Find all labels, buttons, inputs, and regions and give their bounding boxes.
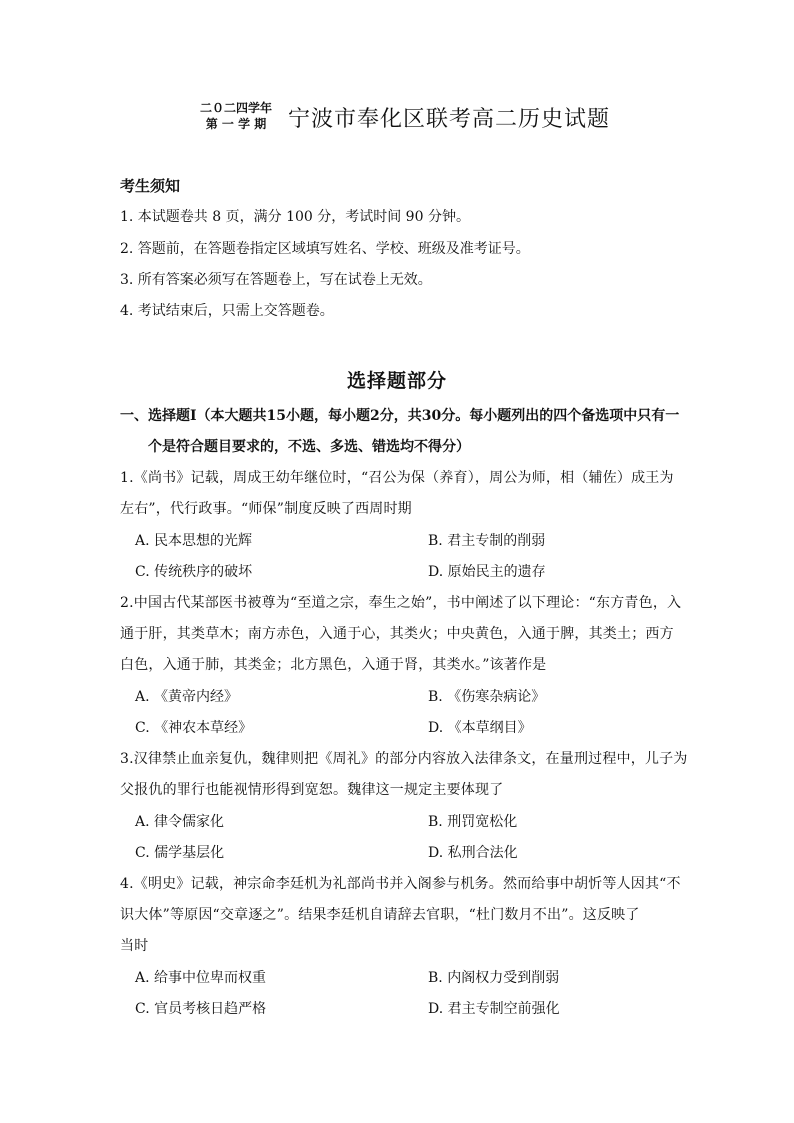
q1-option-d: D. 原始民主的遗存 <box>428 564 546 580</box>
notice-item: 2. 答题前，在答题卷指定区域填写姓名、学校、班级及准考证号。 <box>120 241 530 257</box>
q2-option-b: B. 《伤寒杂病论》 <box>428 689 546 705</box>
notice-title: 考生须知 <box>120 177 181 195</box>
question-3-line: 父报仇的罪行也能视情形得到宽恕。魏律这一规定主要体现了 <box>120 782 504 798</box>
q3-option-b: B. 刑罚宽松化 <box>428 814 518 830</box>
part-heading-cont: 个是符合题目要求的，不选、多选、错选均不得分） <box>148 439 470 455</box>
notice-item: 1. 本试题卷共 8 页，满分 100 分，考试时间 90 分钟。 <box>120 209 470 225</box>
notice-item: 3. 所有答案必须写在答题卷上，写在试卷上无效。 <box>120 272 432 288</box>
question-3-line: 3.汉律禁止血亲复仇，魏律则把《周礼》的部分内容放入法律条文，在量刑过程中，儿子为 <box>120 751 688 767</box>
exam-title: 宁波市奉化区联考高二历史试题 <box>288 107 611 132</box>
q3-option-a: A. 律令儒家化 <box>135 814 225 830</box>
part-heading: 一、选择题Ⅰ（本大题共15小题，每小题2分，共30分。每小题列出的四个备选项中只有一 <box>120 408 680 424</box>
q4-option-d: D. 君主专制空前强化 <box>428 1001 560 1017</box>
notice-item: 4. 考试结束后，只需上交答题卷。 <box>120 303 334 319</box>
section-title: 选择题部分 <box>346 370 447 392</box>
q1-option-a: A. 民本思想的光辉 <box>135 533 253 549</box>
year-line: 二０二四学年 <box>199 101 272 115</box>
q1-option-b: B. 君主专制的削弱 <box>428 533 546 549</box>
term-line: 第 一 学 期 <box>205 117 267 131</box>
question-4-line: 4.《明史》记载，神宗命李廷机为礼部尚书并入阁参与机务。然而给事中胡忻等人因其“不 <box>120 876 681 892</box>
question-1-line: 1.《尚书》记载，周成王幼年继位时，“召公为保（养育），周公为师，相（辅佐）成王为 <box>120 470 674 486</box>
question-2-line: 通于肝，其类草木；南方赤色，入通于心，其类火；中央黄色，入通于脾，其类土；西方 <box>120 626 674 642</box>
q3-option-c: C. 儒学基层化 <box>135 845 225 861</box>
question-1-line: 左右”，代行政事。“师保”制度反映了西周时期 <box>120 501 412 517</box>
question-2-line: 2.中国古代某部医书被尊为“至道之宗，奉生之始”，书中阐述了以下理论：“东方青色，入 <box>120 595 682 611</box>
q4-option-c: C. 官员考核日趋严格 <box>135 1001 267 1017</box>
question-2-line: 白色，入通于肺，其类金；北方黑色，入通于肾，其类水。”该著作是 <box>120 657 547 673</box>
q2-option-a: A. 《黄帝内经》 <box>135 689 239 705</box>
q4-option-a: A. 给事中位卑而权重 <box>135 970 267 986</box>
term-label <box>190 100 282 132</box>
q4-option-b: B. 内阁权力受到削弱 <box>428 970 560 986</box>
question-4-line: 当时 <box>120 938 149 954</box>
q2-option-c: C. 《神农本草经》 <box>135 720 253 736</box>
q2-option-d: D. 《本草纲目》 <box>428 720 532 736</box>
q3-option-d: D. 私刑合法化 <box>428 845 518 861</box>
question-4-line: 识大体”等原因“交章逐之”。结果李廷机自请辞去官职，“杜门数月不出”。这反映了 <box>120 907 640 923</box>
q1-option-c: C. 传统秩序的破坏 <box>135 564 253 580</box>
